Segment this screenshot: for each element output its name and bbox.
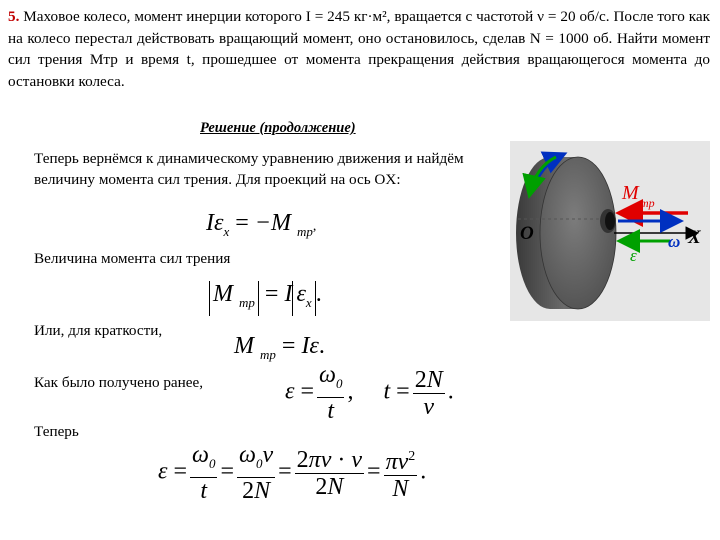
paragraph-magnitude: Величина момента сил трения bbox=[34, 250, 231, 267]
paragraph-dynamics: Теперь вернёмся к динамическому уравнению движения и найдём величину момента сил трения. Для проекций на ось OX: bbox=[34, 150, 464, 188]
label-epsilon: ε bbox=[630, 246, 637, 265]
label-m-sub: тр bbox=[640, 196, 655, 210]
flywheel-figure bbox=[510, 141, 710, 321]
formula-final: ε = $\frac{\omega_0}{t}$ = $\frac{\omega_0\nu}{2N}$ = $\frac{2\pi\nu \cdot \nu}{2N}$ = $\frac{\pi\nu^2}{N}$ . bbox=[158, 442, 427, 504]
paragraph-earlier: Как было получено ранее, bbox=[34, 374, 204, 391]
formula-dynamics: $I\varepsilon_x = -M$ $_{тр}$, bbox=[206, 210, 317, 239]
problem-statement bbox=[8, 6, 710, 92]
label-m: M bbox=[622, 182, 639, 204]
paragraph-short: Или, для краткости, bbox=[34, 322, 163, 339]
flywheel-face bbox=[540, 157, 616, 309]
problem-text: Маховое колесо, момент инерции которого I = 245 кг·м², вращается с частотой ν = 20 об/с. После того как на колесо перестал действовать вращающий момент, оно остановилось, сделав N = 1000 об. Найти момент сил трения Mтр и время t, прошедшее от момента прекращения действия вращающегося момента до остановки колеса. bbox=[8, 8, 710, 90]
formula-short: M $_{тр}$ = Iε. bbox=[234, 333, 325, 362]
formula-earlier: ε = $\frac{\omega_0}{t}$ , t = $\frac{2N}{\nu}$ . bbox=[285, 362, 454, 424]
label-o: O bbox=[520, 223, 534, 244]
axle bbox=[605, 212, 615, 230]
label-omega: ω bbox=[668, 232, 681, 251]
paragraph-now: Теперь bbox=[34, 423, 79, 440]
solution-heading: Решение (продолжение) bbox=[200, 120, 356, 136]
label-x: X bbox=[688, 227, 701, 248]
problem-number: 5. bbox=[8, 8, 20, 25]
flywheel-diagram bbox=[510, 141, 710, 321]
formula-magnitude: M $_{тр}$ = I $\varepsilon_x$ . bbox=[209, 281, 322, 316]
